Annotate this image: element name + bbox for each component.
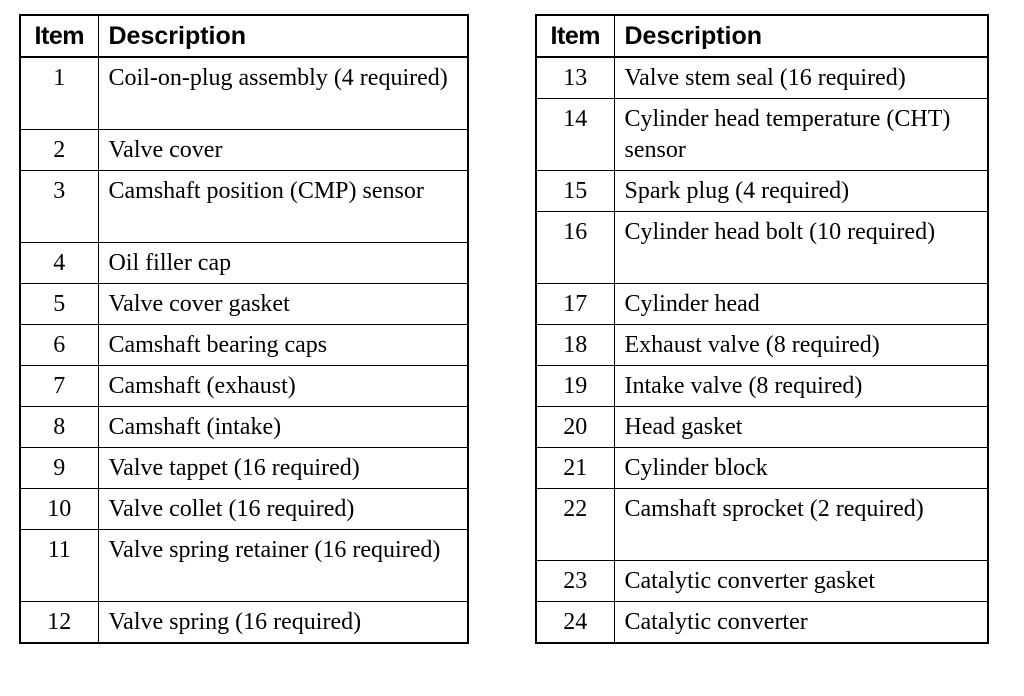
table-row [20, 448, 468, 489]
item-description: Spark plug (4 required) [614, 171, 988, 212]
item-description: Catalytic converter [614, 602, 988, 644]
item-number: 23 [536, 561, 614, 602]
item-description: Cylinder block [614, 448, 988, 489]
item-description: Exhaust valve (8 required) [614, 325, 988, 366]
item-description: Valve cover gasket [98, 284, 468, 325]
item-description: Valve spring retainer (16 required) [98, 530, 468, 602]
table-row [20, 57, 468, 130]
item-number: 24 [536, 602, 614, 644]
table-row [20, 284, 468, 325]
item-column-header: Item [536, 15, 614, 57]
item-number: 16 [536, 212, 614, 284]
item-description: Cylinder head temperature (CHT) sensor [614, 99, 988, 171]
table-row [536, 366, 988, 407]
item-number: 1 [20, 57, 98, 130]
table-row [536, 284, 988, 325]
item-description: Oil filler cap [98, 243, 468, 284]
item-column-header: Item [20, 15, 98, 57]
item-number: 11 [20, 530, 98, 602]
table-row [536, 57, 988, 99]
description-column-header: Description [614, 15, 988, 57]
table-header-row [20, 15, 468, 57]
table-row [536, 407, 988, 448]
item-description: Intake valve (8 required) [614, 366, 988, 407]
parts-table-left [19, 14, 469, 644]
table-row [20, 243, 468, 284]
item-description: Coil-on-plug assembly (4 required) [98, 57, 468, 130]
table-row [20, 325, 468, 366]
item-number: 3 [20, 171, 98, 243]
item-number: 6 [20, 325, 98, 366]
table-row [20, 602, 468, 644]
item-description: Valve spring (16 required) [98, 602, 468, 644]
item-number: 2 [20, 130, 98, 171]
item-description: Camshaft position (CMP) sensor [98, 171, 468, 243]
table-row [536, 489, 988, 561]
table-row [536, 325, 988, 366]
parts-table-right [535, 14, 989, 644]
table-row [20, 407, 468, 448]
table-row [536, 99, 988, 171]
item-number: 21 [536, 448, 614, 489]
item-description: Valve collet (16 required) [98, 489, 468, 530]
table-row [20, 366, 468, 407]
item-description: Head gasket [614, 407, 988, 448]
item-number: 13 [536, 57, 614, 99]
item-number: 7 [20, 366, 98, 407]
item-description: Valve tappet (16 required) [98, 448, 468, 489]
table-row [20, 171, 468, 243]
table-row [536, 448, 988, 489]
table-row [536, 602, 988, 644]
table-row [536, 212, 988, 284]
item-description: Camshaft (intake) [98, 407, 468, 448]
item-number: 5 [20, 284, 98, 325]
item-description: Valve stem seal (16 required) [614, 57, 988, 99]
table-header-row [536, 15, 988, 57]
table-row [536, 561, 988, 602]
table-row [20, 130, 468, 171]
item-number: 8 [20, 407, 98, 448]
item-description: Camshaft sprocket (2 required) [614, 489, 988, 561]
item-number: 9 [20, 448, 98, 489]
description-column-header: Description [98, 15, 468, 57]
table-row [20, 489, 468, 530]
item-number: 4 [20, 243, 98, 284]
item-description: Catalytic converter gasket [614, 561, 988, 602]
item-number: 12 [20, 602, 98, 644]
table-row [20, 530, 468, 602]
item-description: Camshaft bearing caps [98, 325, 468, 366]
item-description: Camshaft (exhaust) [98, 366, 468, 407]
item-number: 18 [536, 325, 614, 366]
item-number: 19 [536, 366, 614, 407]
item-description: Cylinder head [614, 284, 988, 325]
item-number: 20 [536, 407, 614, 448]
table-row [536, 171, 988, 212]
item-number: 14 [536, 99, 614, 171]
item-number: 10 [20, 489, 98, 530]
item-description: Valve cover [98, 130, 468, 171]
item-description: Cylinder head bolt (10 required) [614, 212, 988, 284]
item-number: 22 [536, 489, 614, 561]
item-number: 17 [536, 284, 614, 325]
item-number: 15 [536, 171, 614, 212]
